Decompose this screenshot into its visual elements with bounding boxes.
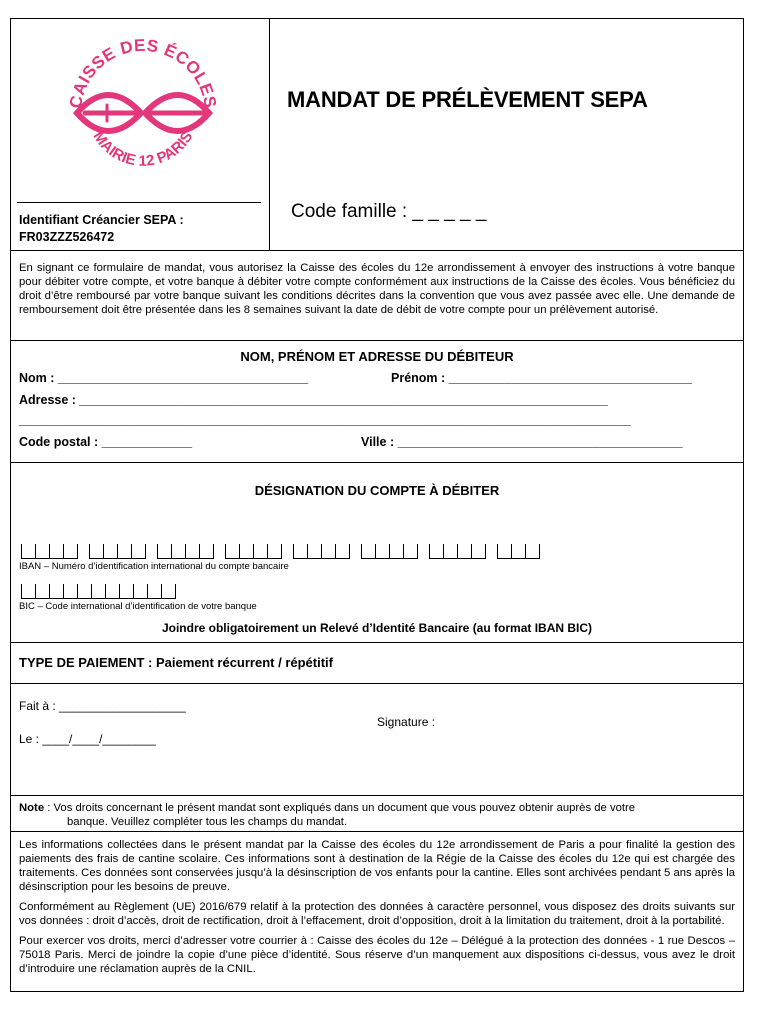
debtor-heading: NOM, PRÉNOM ET ADRESSE DU DÉBITEUR bbox=[240, 349, 514, 364]
intro-section bbox=[11, 251, 743, 341]
nom-field[interactable]: Nom : ____________________________________ bbox=[19, 371, 309, 385]
debtor-section bbox=[11, 341, 743, 463]
svg-text:MAIRIE 12 PARIS bbox=[90, 128, 197, 169]
adresse-line2-field[interactable]: ________________________________________________________________________________________ bbox=[19, 413, 631, 427]
logo-bottom-text: MAIRIE 12 PARIS bbox=[89, 128, 197, 170]
rib-notice: Joindre obligatoirement un Relevé d’Identité Bancaire (au format IBAN BIC) bbox=[161, 621, 593, 635]
note-text bbox=[19, 801, 735, 815]
bic-caption: BIC – Code international d’identification de votre banque bbox=[19, 601, 257, 612]
signature-section bbox=[11, 684, 743, 796]
creditor-identifier bbox=[19, 212, 184, 246]
account-section bbox=[11, 463, 743, 643]
header-divider bbox=[269, 19, 270, 251]
date-field[interactable]: Le : ____/____/________ bbox=[19, 732, 156, 746]
page-title: MANDAT DE PRÉLÈVEMENT SEPA bbox=[287, 87, 648, 112]
note-body-line2: banque. Veuillez compléter tous les champs du mandat. bbox=[67, 816, 348, 828]
note-label: Note bbox=[19, 802, 45, 814]
code-postal-field[interactable]: Code postal : _____________ bbox=[19, 435, 193, 449]
privacy-paragraph-2: Conformément au Règlement (UE) 2016/679 relatif à la protection des données à caractère personnel, vous disposez des droits suivants sur vos données : droit d’accès, droit de rectification, droit à l’effacement, droit d’opposition, droit à la limitation du traitement, droit à la portabilité. bbox=[19, 901, 735, 927]
prenom-field[interactable]: Prénom : ___________________________________ bbox=[391, 371, 692, 385]
privacy-paragraph-3: Pour exercer vos droits, merci d’adresser votre courrier à : Caisse des écoles du 12e – Délégué à la protection des données - 1 rue Descos – 75018 Paris. Merci de joindre la copie d’une pièce d’identité. Sous réserve d’un manquement aux dispositions ci-dessus, vous avez le droit d’introduire une réclamation auprès de la CNIL. bbox=[19, 935, 735, 975]
bic-input[interactable] bbox=[21, 584, 187, 599]
logo-top-text: CAISSE DES ÉCOLES bbox=[66, 35, 220, 110]
form-header bbox=[11, 19, 743, 251]
privacy-paragraph-1: Les informations collectées dans le présent mandat par la Caisse des écoles du 12e arrondissement de Paris a pour finalité la gestion des paiements des frais de cantine scolaire. Ces informations sont à destination de la Régie de la Caisse des écoles du 12e qui est chargée des traitements. Ces données sont conservées jusqu’à la désinscription de vos enfants pour la cantine. Elles sont archivées pendant 5 ans après la désinscription pour les besoins de preuve. bbox=[19, 839, 735, 893]
payment-type: TYPE DE PAIEMENT : Paiement récurrent / répétitif bbox=[19, 655, 333, 670]
iban-input[interactable] bbox=[21, 544, 551, 559]
mandate-form bbox=[10, 18, 744, 992]
family-code-field[interactable]: Code famille : _ _ _ _ _ bbox=[291, 201, 487, 222]
fait-a-field[interactable]: Fait à : ___________________ bbox=[19, 699, 186, 713]
logo-separator bbox=[17, 202, 261, 203]
note-body: : Vos droits concernant le présent mandat sont expliqués dans un document que vous pouvez obtenir auprès de votre bbox=[44, 802, 636, 814]
intro-text: En signant ce formulaire de mandat, vous autorisez la Caisse des écoles du 12e arrondissement à envoyer des instructions à votre banque pour débiter votre compte, et votre banque à débiter votre compte conformément aux instructions de la Caisse des écoles. Vous bénéficiez du droit d’être remboursé par votre banque suivant les conditions décrites dans la convention que vous avez passée avec elle. Une demande de remboursement doit être présentée dans les 8 semaines suivant la date de débit de votre compte pour un prélèvement autorisé. bbox=[19, 262, 735, 316]
caisse-des-ecoles-logo bbox=[63, 27, 223, 187]
iban-caption: IBAN – Numéro d’identification international du compte bancaire bbox=[19, 561, 289, 572]
ville-field[interactable]: Ville : _________________________________________ bbox=[361, 435, 683, 449]
privacy-section bbox=[19, 838, 735, 976]
signature-field[interactable]: Signature : bbox=[377, 715, 436, 729]
creditor-label: Identifiant Créancier SEPA : bbox=[19, 213, 184, 227]
payment-type-section bbox=[11, 643, 743, 684]
note-section bbox=[11, 796, 743, 832]
adresse-field[interactable]: Adresse : ____________________________________________________________________________ bbox=[19, 393, 608, 407]
creditor-id: FR03ZZZ526472 bbox=[19, 230, 115, 244]
account-heading: DÉSIGNATION DU COMPTE À DÉBITER bbox=[254, 483, 500, 498]
